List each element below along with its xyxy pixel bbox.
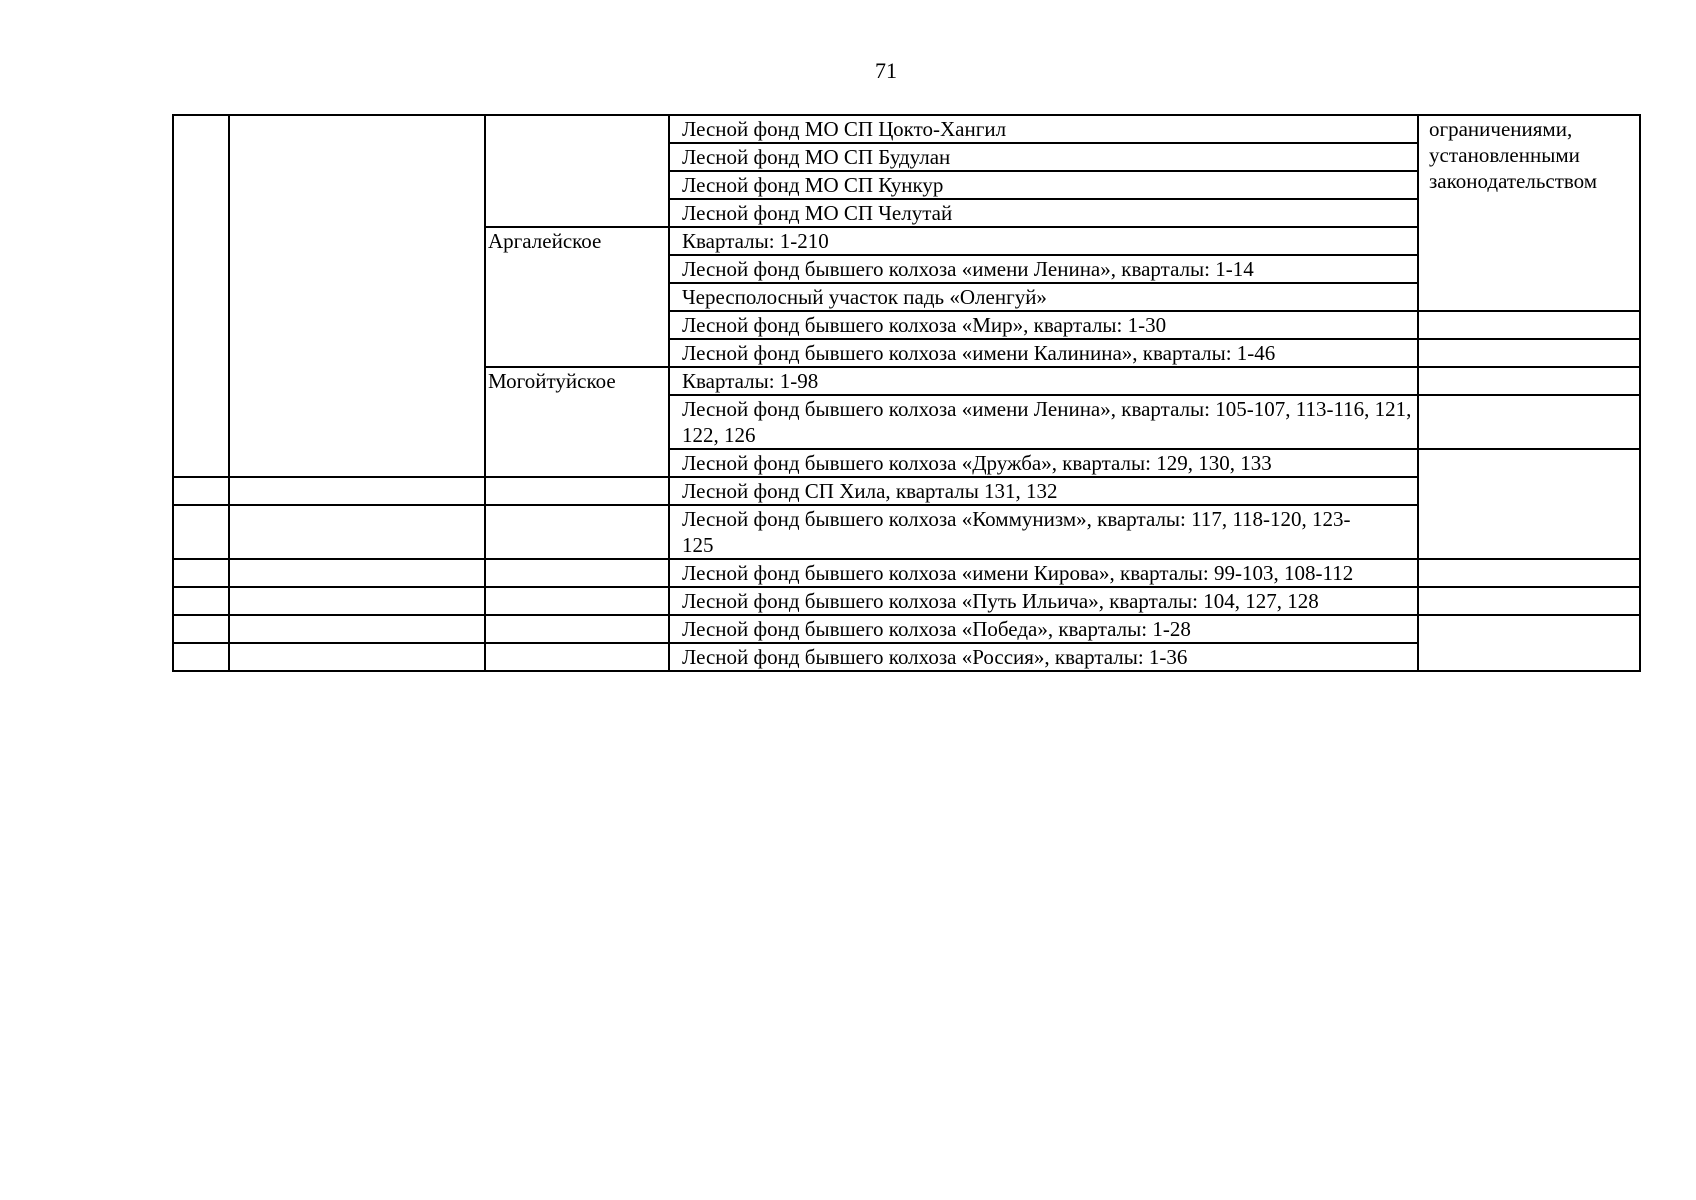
table-cell-empty: [485, 643, 669, 671]
plot-cell: Лесной фонд бывшего колхоза «Мир», кварталы: 1-30: [669, 311, 1418, 339]
table-cell-empty: [173, 505, 229, 559]
table-cell-empty: [173, 643, 229, 671]
table-cell-empty: [1418, 339, 1640, 367]
plot-cell: Лесной фонд бывшего колхоза «имени Кирова», кварталы: 99-103, 108-112: [669, 559, 1418, 587]
table-cell-empty: [173, 559, 229, 587]
plot-cell: Лесной фонд бывшего колхоза «Коммунизм», кварталы: 117, 118-120, 123- 125: [669, 505, 1418, 559]
table-row: [173, 559, 1640, 587]
plot-cell: Лесной фонд бывшего колхоза «Путь Ильича», кварталы: 104, 127, 128: [669, 587, 1418, 615]
plot-cell: Чересполосный участок падь «Оленгуй»: [669, 283, 1418, 311]
table-cell-empty: [1418, 367, 1640, 395]
table-cell-empty: [229, 587, 485, 615]
table-cell-empty: [1418, 449, 1640, 559]
plot-cell: Лесной фонд бывшего колхоза «Дружба», кварталы: 129, 130, 133: [669, 449, 1418, 477]
forestry-name: Могойтуйское: [485, 367, 669, 477]
table-cell-empty: [173, 477, 229, 505]
plot-cell: Лесной фонд СП Хила, кварталы 131, 132: [669, 477, 1418, 505]
table-cell-empty: [173, 587, 229, 615]
plot-cell: Лесной фонд бывшего колхоза «имени Ленина», кварталы: 1-14: [669, 255, 1418, 283]
table-cell-empty: [485, 115, 669, 227]
plot-cell: Лесной фонд МО СП Челутай: [669, 199, 1418, 227]
table-cell-empty: [1418, 395, 1640, 449]
table-cell-empty: [229, 505, 485, 559]
plot-cell: Лесной фонд бывшего колхоза «Победа», кварталы: 1-28: [669, 615, 1418, 643]
plot-cell: Лесной фонд МО СП Цокто-Хангил: [669, 115, 1418, 143]
plot-cell: Лесной фонд бывшего колхоза «имени Ленина», кварталы: 105-107, 113-116, 121, 122, 126: [669, 395, 1418, 449]
table-cell-empty: [485, 505, 669, 559]
plot-cell: Лесной фонд МО СП Кункур: [669, 171, 1418, 199]
table-cell-empty: [229, 559, 485, 587]
table-cell-empty: [173, 615, 229, 643]
table-cell-empty: [1418, 615, 1640, 671]
table-cell-empty: [485, 587, 669, 615]
table-row: [173, 615, 1640, 643]
plot-cell: Лесной фонд бывшего колхоза «Россия», кварталы: 1-36: [669, 643, 1418, 671]
table-cell-empty: [229, 643, 485, 671]
restriction-note: ограничениями, установленными законодательством: [1418, 115, 1640, 311]
table-cell-empty: [485, 615, 669, 643]
table-cell-empty: [485, 559, 669, 587]
forest-fund-table: [172, 114, 1641, 672]
table-row: [173, 115, 1640, 143]
table-cell-empty: [1418, 559, 1640, 587]
table-cell-empty: [1418, 587, 1640, 615]
page-number: 71: [875, 58, 897, 83]
forestry-name: Аргалейское: [485, 227, 669, 367]
plot-cell: Кварталы: 1-98: [669, 367, 1418, 395]
table-cell-empty: [1418, 311, 1640, 339]
table-cell-empty: [173, 115, 229, 477]
table-cell-empty: [229, 115, 485, 477]
table-cell-empty: [485, 477, 669, 505]
plot-cell: Лесной фонд МО СП Будулан: [669, 143, 1418, 171]
plot-cell: Кварталы: 1-210: [669, 227, 1418, 255]
table-cell-empty: [229, 615, 485, 643]
table-cell-empty: [229, 477, 485, 505]
table-row: [173, 587, 1640, 615]
plot-cell: Лесной фонд бывшего колхоза «имени Калинина», кварталы: 1-46: [669, 339, 1418, 367]
